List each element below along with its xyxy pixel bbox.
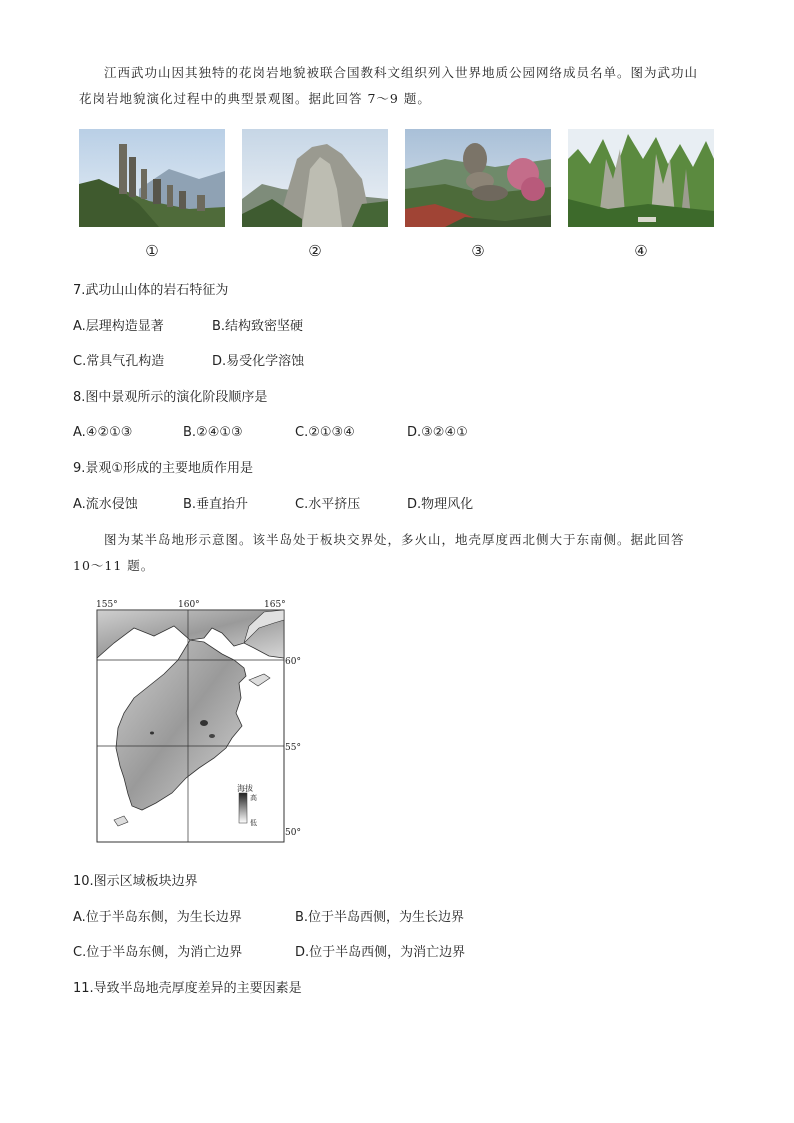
- intro2-line-2: 10～11 题。: [73, 558, 155, 573]
- question-8-option-c[interactable]: C.②①③④: [295, 425, 355, 440]
- lon-label-155: 155°: [96, 600, 118, 610]
- peninsula-terrain-map: [94, 598, 308, 845]
- landscape-photo-2: [242, 129, 388, 227]
- question-10-option-c[interactable]: C.位于半岛东侧，为消亡边界: [73, 945, 243, 960]
- legend-low: 低: [250, 819, 257, 827]
- landscape-photo-3: [405, 129, 551, 227]
- question-8-option-d[interactable]: D.③②④①: [407, 425, 468, 440]
- lon-label-165: 165°: [264, 600, 286, 610]
- lat-label-50: 50°: [285, 828, 301, 838]
- question-7-stem: 7.武功山山体的岩石特征为: [73, 283, 229, 298]
- question-8-stem: 8.图中景观所示的演化阶段顺序是: [73, 390, 268, 405]
- photo-label-1: ①: [145, 242, 159, 260]
- legend-title: 海拔: [237, 784, 253, 793]
- question-8-option-b[interactable]: B.②④①③: [183, 425, 243, 440]
- intro-paragraph-7-9-cont: [79, 86, 719, 112]
- intro-line-1: 江西武功山因其独特的花岗岩地貌被联合国教科文组织列入世界地质公园网络成员名单。图为武功山: [104, 65, 699, 80]
- question-7-option-c[interactable]: C.常具气孔构造: [73, 354, 165, 369]
- question-11-stem: 11.导致半岛地壳厚度差异的主要因素是: [73, 981, 302, 996]
- question-8-option-a[interactable]: A.④②①③: [73, 425, 133, 440]
- legend-high: 高: [250, 794, 257, 802]
- landscape-photo-1: [79, 129, 225, 227]
- photo-label-4: ④: [634, 242, 648, 260]
- photo-label-3: ③: [471, 242, 485, 260]
- photo-label-2: ②: [308, 242, 322, 260]
- question-10-option-b[interactable]: B.位于半岛西侧，为生长边界: [295, 910, 465, 925]
- intro-paragraph-10-11: [79, 527, 719, 553]
- question-10-stem: 10.图示区域板块边界: [73, 874, 198, 889]
- lon-label-160: 160°: [178, 600, 200, 610]
- question-10-option-a[interactable]: A.位于半岛东侧，为生长边界: [73, 910, 242, 925]
- intro-paragraph-7-9: [79, 60, 719, 86]
- question-9-option-c[interactable]: C.水平挤压: [295, 497, 361, 512]
- question-9-option-d[interactable]: D.物理风化: [407, 497, 474, 512]
- intro-paragraph-10-11-cont: [73, 553, 713, 579]
- question-7-option-a[interactable]: A.层理构造显著: [73, 319, 164, 334]
- intro2-line-1: 图为某半岛地形示意图。该半岛处于板块交界处，多火山，地壳厚度西北侧大于东南侧。据此回答: [104, 532, 685, 547]
- question-7-option-b[interactable]: B.结构致密坚硬: [212, 319, 304, 334]
- question-10-option-d[interactable]: D.位于半岛西侧，为消亡边界: [295, 945, 466, 960]
- question-9-option-b[interactable]: B.垂直抬升: [183, 497, 249, 512]
- lat-label-55: 55°: [285, 743, 301, 753]
- intro-line-2: 花岗岩地貌演化过程中的典型景观图。据此回答 7～9 题。: [79, 91, 431, 106]
- question-9-stem: 9.景观①形成的主要地质作用是: [73, 461, 254, 476]
- landscape-photo-4: [568, 129, 714, 227]
- question-7-option-d[interactable]: D.易受化学溶蚀: [212, 354, 305, 369]
- lat-label-60: 60°: [285, 657, 301, 667]
- question-9-option-a[interactable]: A.流水侵蚀: [73, 497, 138, 512]
